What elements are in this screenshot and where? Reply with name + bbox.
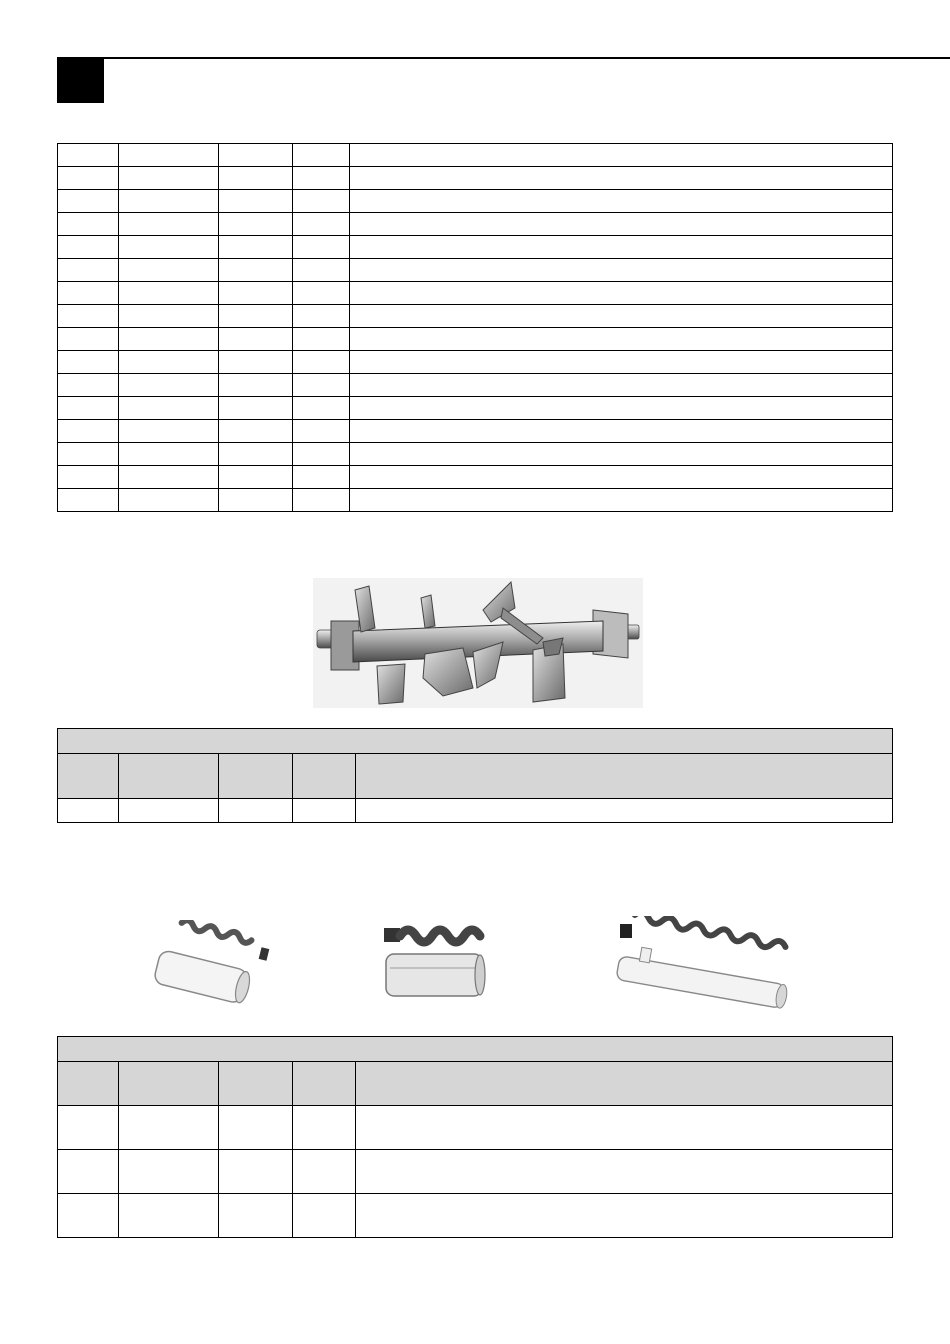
table-row — [58, 328, 893, 351]
table-row — [58, 1194, 893, 1238]
table-row — [58, 397, 893, 420]
screw-pump-medium-photo — [380, 920, 492, 1002]
parts-table — [57, 143, 893, 512]
table-row — [58, 420, 893, 443]
table-title-row — [58, 1037, 893, 1062]
table-row — [58, 259, 893, 282]
table-row — [58, 1106, 893, 1150]
header-rule — [57, 57, 950, 59]
table-row — [58, 282, 893, 305]
table-row — [58, 305, 893, 328]
screw-pump-table — [57, 1036, 893, 1238]
table-row — [58, 466, 893, 489]
screw-pump-large-photo — [610, 916, 796, 1016]
table-row — [58, 236, 893, 259]
mixing-shaft-table — [57, 728, 893, 823]
section-marker — [57, 59, 104, 103]
table-row — [58, 799, 893, 823]
table-row — [58, 190, 893, 213]
table-row — [58, 213, 893, 236]
screw-pump-small-photo — [148, 920, 276, 1006]
table-title-row — [58, 729, 893, 754]
table-row — [58, 489, 893, 512]
table-row — [58, 351, 893, 374]
table-row — [58, 443, 893, 466]
table-header-row — [58, 1062, 893, 1106]
table-row — [58, 1150, 893, 1194]
table-row — [58, 167, 893, 190]
mixing-shaft-photo — [313, 578, 643, 708]
table-header-row — [58, 754, 893, 799]
table-row — [58, 144, 893, 167]
table-row — [58, 374, 893, 397]
